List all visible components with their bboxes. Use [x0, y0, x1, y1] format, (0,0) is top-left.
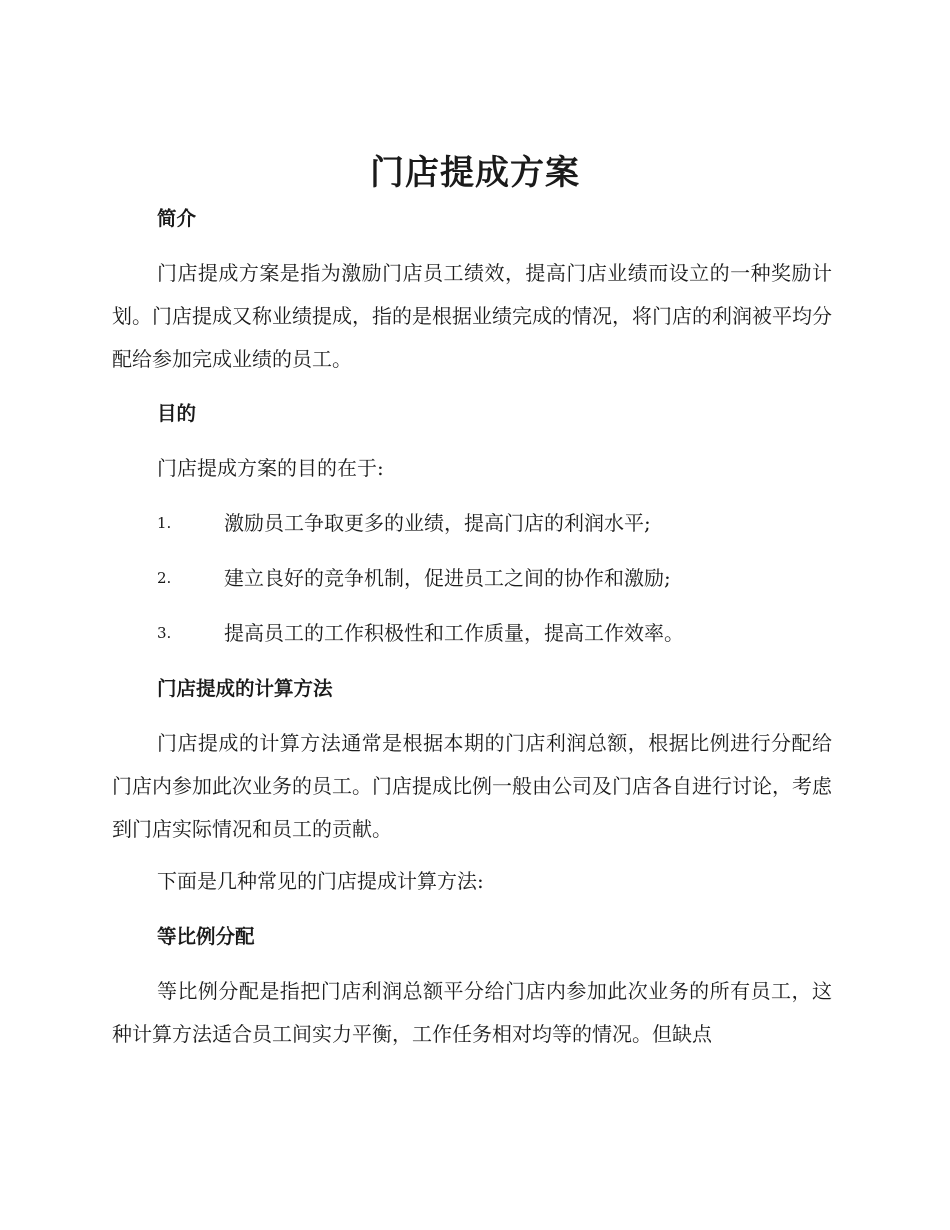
equal-distribution-paragraph: 等比例分配是指把门店利润总额平分给门店内参加此次业务的所有员工，这种计算方法适合员工间实力平衡，工作任务相对均等的情况。但缺点 [112, 979, 832, 1046]
list-item-number: 1. [157, 514, 172, 532]
purpose-lead-text: 门店提成方案的目的在于: [157, 456, 384, 480]
document-title: 门店提成方案 [370, 153, 580, 193]
calculation-lead-text: 下面是几种常见的门店提成计算方法: [157, 869, 484, 893]
section-heading-calculation: 门店提成的计算方法 [157, 677, 333, 700]
list-item-text: 激励员工争取更多的业绩，提高门店的利润水平; [224, 511, 651, 535]
list-item-number: 3. [157, 624, 172, 642]
list-item-number: 2. [157, 569, 172, 587]
list-item-text: 提高员工的工作积极性和工作质量，提高工作效率。 [224, 621, 684, 645]
calculation-paragraph: 门店提成的计算方法通常是根据本期的门店利润总额，根据比例进行分配给门店内参加此次业务的员工。门店提成比例一般由公司及门店各自进行讨论，考虑到门店实际情况和员工的贡献。 [112, 731, 832, 841]
list-item-text: 建立良好的竞争机制，促进员工之间的协作和激励; [224, 566, 671, 590]
section-heading-purpose: 目的 [157, 402, 197, 425]
intro-paragraph: 门店提成方案是指为激励门店员工绩效，提高门店业绩而设立的一种奖励计划。门店提成又称业绩提成，指的是根据业绩完成的情况，将门店的利润被平均分配给参加完成业绩的员工。 [112, 261, 832, 371]
section-heading-intro: 简介 [157, 207, 197, 230]
section-heading-equal-distribution: 等比例分配 [157, 925, 255, 948]
